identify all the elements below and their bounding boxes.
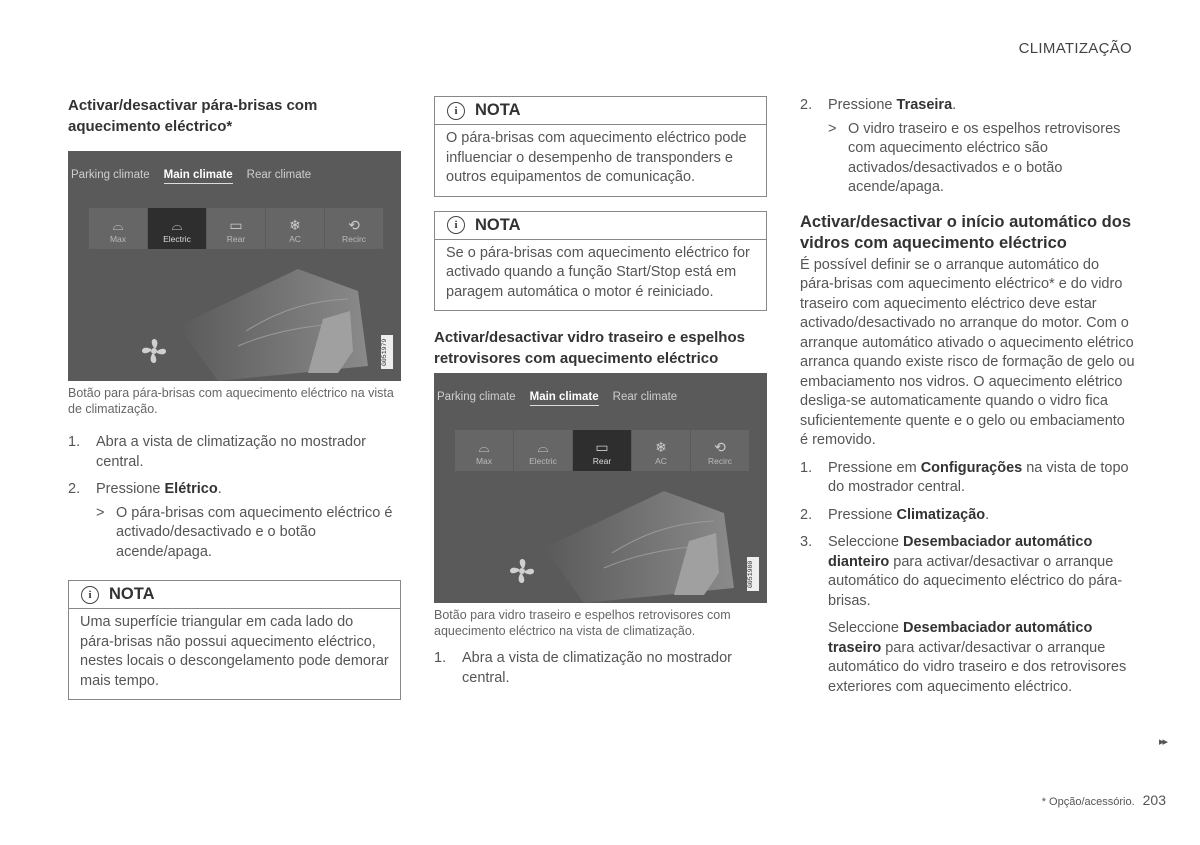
note-text: Uma superfície triangular em cada lado do pára-brisas não possui aquecimento eléctrico, nestes locais o descongelamento pode demorar mais tempo. <box>80 614 389 689</box>
rear-defrost-button: ▭ Rear <box>207 208 265 249</box>
list-item: 2. Pressione Climatização. <box>800 506 990 523</box>
climate-screen-image <box>68 151 401 381</box>
section-heading: Activar/desactivar vidro traseiro e espelhos retrovisores com aquecimento eléctrico <box>434 329 745 367</box>
fan-icon <box>142 339 166 363</box>
info-icon: i <box>447 216 465 234</box>
list-item: 3. Seleccione Desembaciador automático dianteiro para activar/desactivar o arranque automático do aquecimento eléctrico do pára-brisas. <box>800 534 1123 609</box>
steps-list <box>68 433 401 500</box>
note-label: NOTA <box>109 585 155 603</box>
rear-window-icon: ▭ <box>229 217 243 233</box>
continued-icon: ▸▸ <box>1158 736 1166 748</box>
note-box <box>68 580 401 700</box>
steps-list <box>434 649 767 688</box>
result-item: > O vidro traseiro e os espelhos retrovisores com aquecimento eléctrico são activados/desactivados e o botão acende/apaga. <box>828 120 1121 195</box>
tab-parking-climate: Parking climate <box>71 169 150 181</box>
note-label: NOTA <box>475 101 521 119</box>
rear-window-illustration <box>434 373 767 603</box>
figure-caption: Botão para vidro traseiro e espelhos retrovisores com aquecimento eléctrico na vista de climatização. <box>434 608 731 638</box>
paragraph: Seleccione Desembaciador automático traseiro para activar/desactivar o arranque automático do vidro traseiro e dos retrovisores exteriores com aquecimento eléctrico. <box>828 620 1127 695</box>
windscreen-icon: ⌓ <box>112 217 124 233</box>
list-item: 1. Pressione em Configurações na vista de topo do mostrador central. <box>800 459 1129 495</box>
note-box <box>434 211 767 312</box>
page-number: 203 <box>1142 792 1166 808</box>
electric-windscreen-button: ⌓ Electric <box>514 430 572 471</box>
climate-screen-image <box>434 373 767 603</box>
recirc-button: ⟲ Recirc <box>691 430 749 471</box>
rear-defrost-button: ▭ Rear <box>573 430 631 471</box>
tab-main-climate: Main climate <box>530 391 599 406</box>
section-heading: Activar/desactivar pára-brisas com aquecimento eléctrico* <box>68 97 318 135</box>
note-text: O pára-brisas com aquecimento eléctrico pode influenciar o desempenho de transponders e outros equipamentos de comunicação. <box>446 130 747 185</box>
heated-windscreen-icon: ⌓ <box>171 217 183 233</box>
figure-code: G051979 <box>381 335 393 369</box>
page-footer <box>1042 792 1166 808</box>
column-2 <box>434 96 767 696</box>
recirculation-icon: ⟲ <box>348 217 360 233</box>
list-item: 1. Abra a vista de climatização no mostrador central. <box>68 434 366 470</box>
note-box <box>434 96 767 197</box>
column-3 <box>800 96 1136 697</box>
tab-parking-climate: Parking climate <box>437 391 516 403</box>
list-item: 1. Abra a vista de climatização no mostrador central. <box>434 650 732 686</box>
tab-rear-climate: Rear climate <box>246 169 312 181</box>
figure-code: G051980 <box>747 557 759 591</box>
tab-rear-climate: Rear climate <box>612 391 678 403</box>
snowflake-icon: ❄ <box>655 439 667 455</box>
note-label: NOTA <box>475 215 521 234</box>
max-defrost-button: ⌓ Max <box>89 208 147 249</box>
tab-main-climate: Main climate <box>164 169 233 184</box>
recirc-button: ⟲ Recirc <box>325 208 383 249</box>
note-text: Se o pára-brisas com aquecimento eléctrico for activado quando a função Start/Stop está em paragem automática o motor é reiniciado. <box>446 244 750 300</box>
paragraph: É possível definir se o arranque automático do pára-brisas com aquecimento eléctrico* e do vidro traseiro com aquecimento eléctrico deve estar activado/desactivado no arranque do motor. Com o arranque automático ativado o aquecimento elétrico arranca quando existe risco de formação de gelo ou embaciamento nos vidros. O aquecimento elétrico desliga-se automaticamente quando o vidro fica suficientemente quente e o gelo ou embaciamento é removido. <box>800 256 1135 448</box>
section-heading: Activar/desactivar o início automático dos vidros com aquecimento eléctrico <box>800 212 1132 252</box>
list-item: 2. Pressione Elétrico. <box>68 481 222 497</box>
steps-list <box>800 459 1136 612</box>
max-defrost-button: ⌓ Max <box>455 430 513 471</box>
electric-windscreen-button: ⌓ Electric <box>148 208 206 249</box>
info-icon: i <box>81 586 99 604</box>
heated-windscreen-icon: ⌓ <box>537 439 549 455</box>
recirculation-icon: ⟲ <box>714 439 726 455</box>
info-icon: i <box>447 102 465 120</box>
steps-list <box>800 96 1136 116</box>
rear-window-icon: ▭ <box>595 439 609 455</box>
footnote: * Opção/acessório. <box>1041 796 1135 808</box>
ac-button: ❄ AC <box>632 430 690 471</box>
windscreen-icon: ⌓ <box>478 439 490 455</box>
fan-icon <box>510 559 534 583</box>
snowflake-icon: ❄ <box>289 217 301 233</box>
column-1 <box>68 95 401 700</box>
windscreen-illustration <box>68 151 401 381</box>
result-item: > O pára-brisas com aquecimento eléctrico é activado/desactivado e o botão acende/apaga. <box>96 504 393 560</box>
ac-button: ❄ AC <box>266 208 324 249</box>
page-section-title: CLIMATIZAÇÃO <box>1018 40 1132 57</box>
figure-caption: Botão para pára-brisas com aquecimento eléctrico na vista de climatização. <box>68 386 394 416</box>
list-item: 2. Pressione Traseira. <box>800 97 957 113</box>
